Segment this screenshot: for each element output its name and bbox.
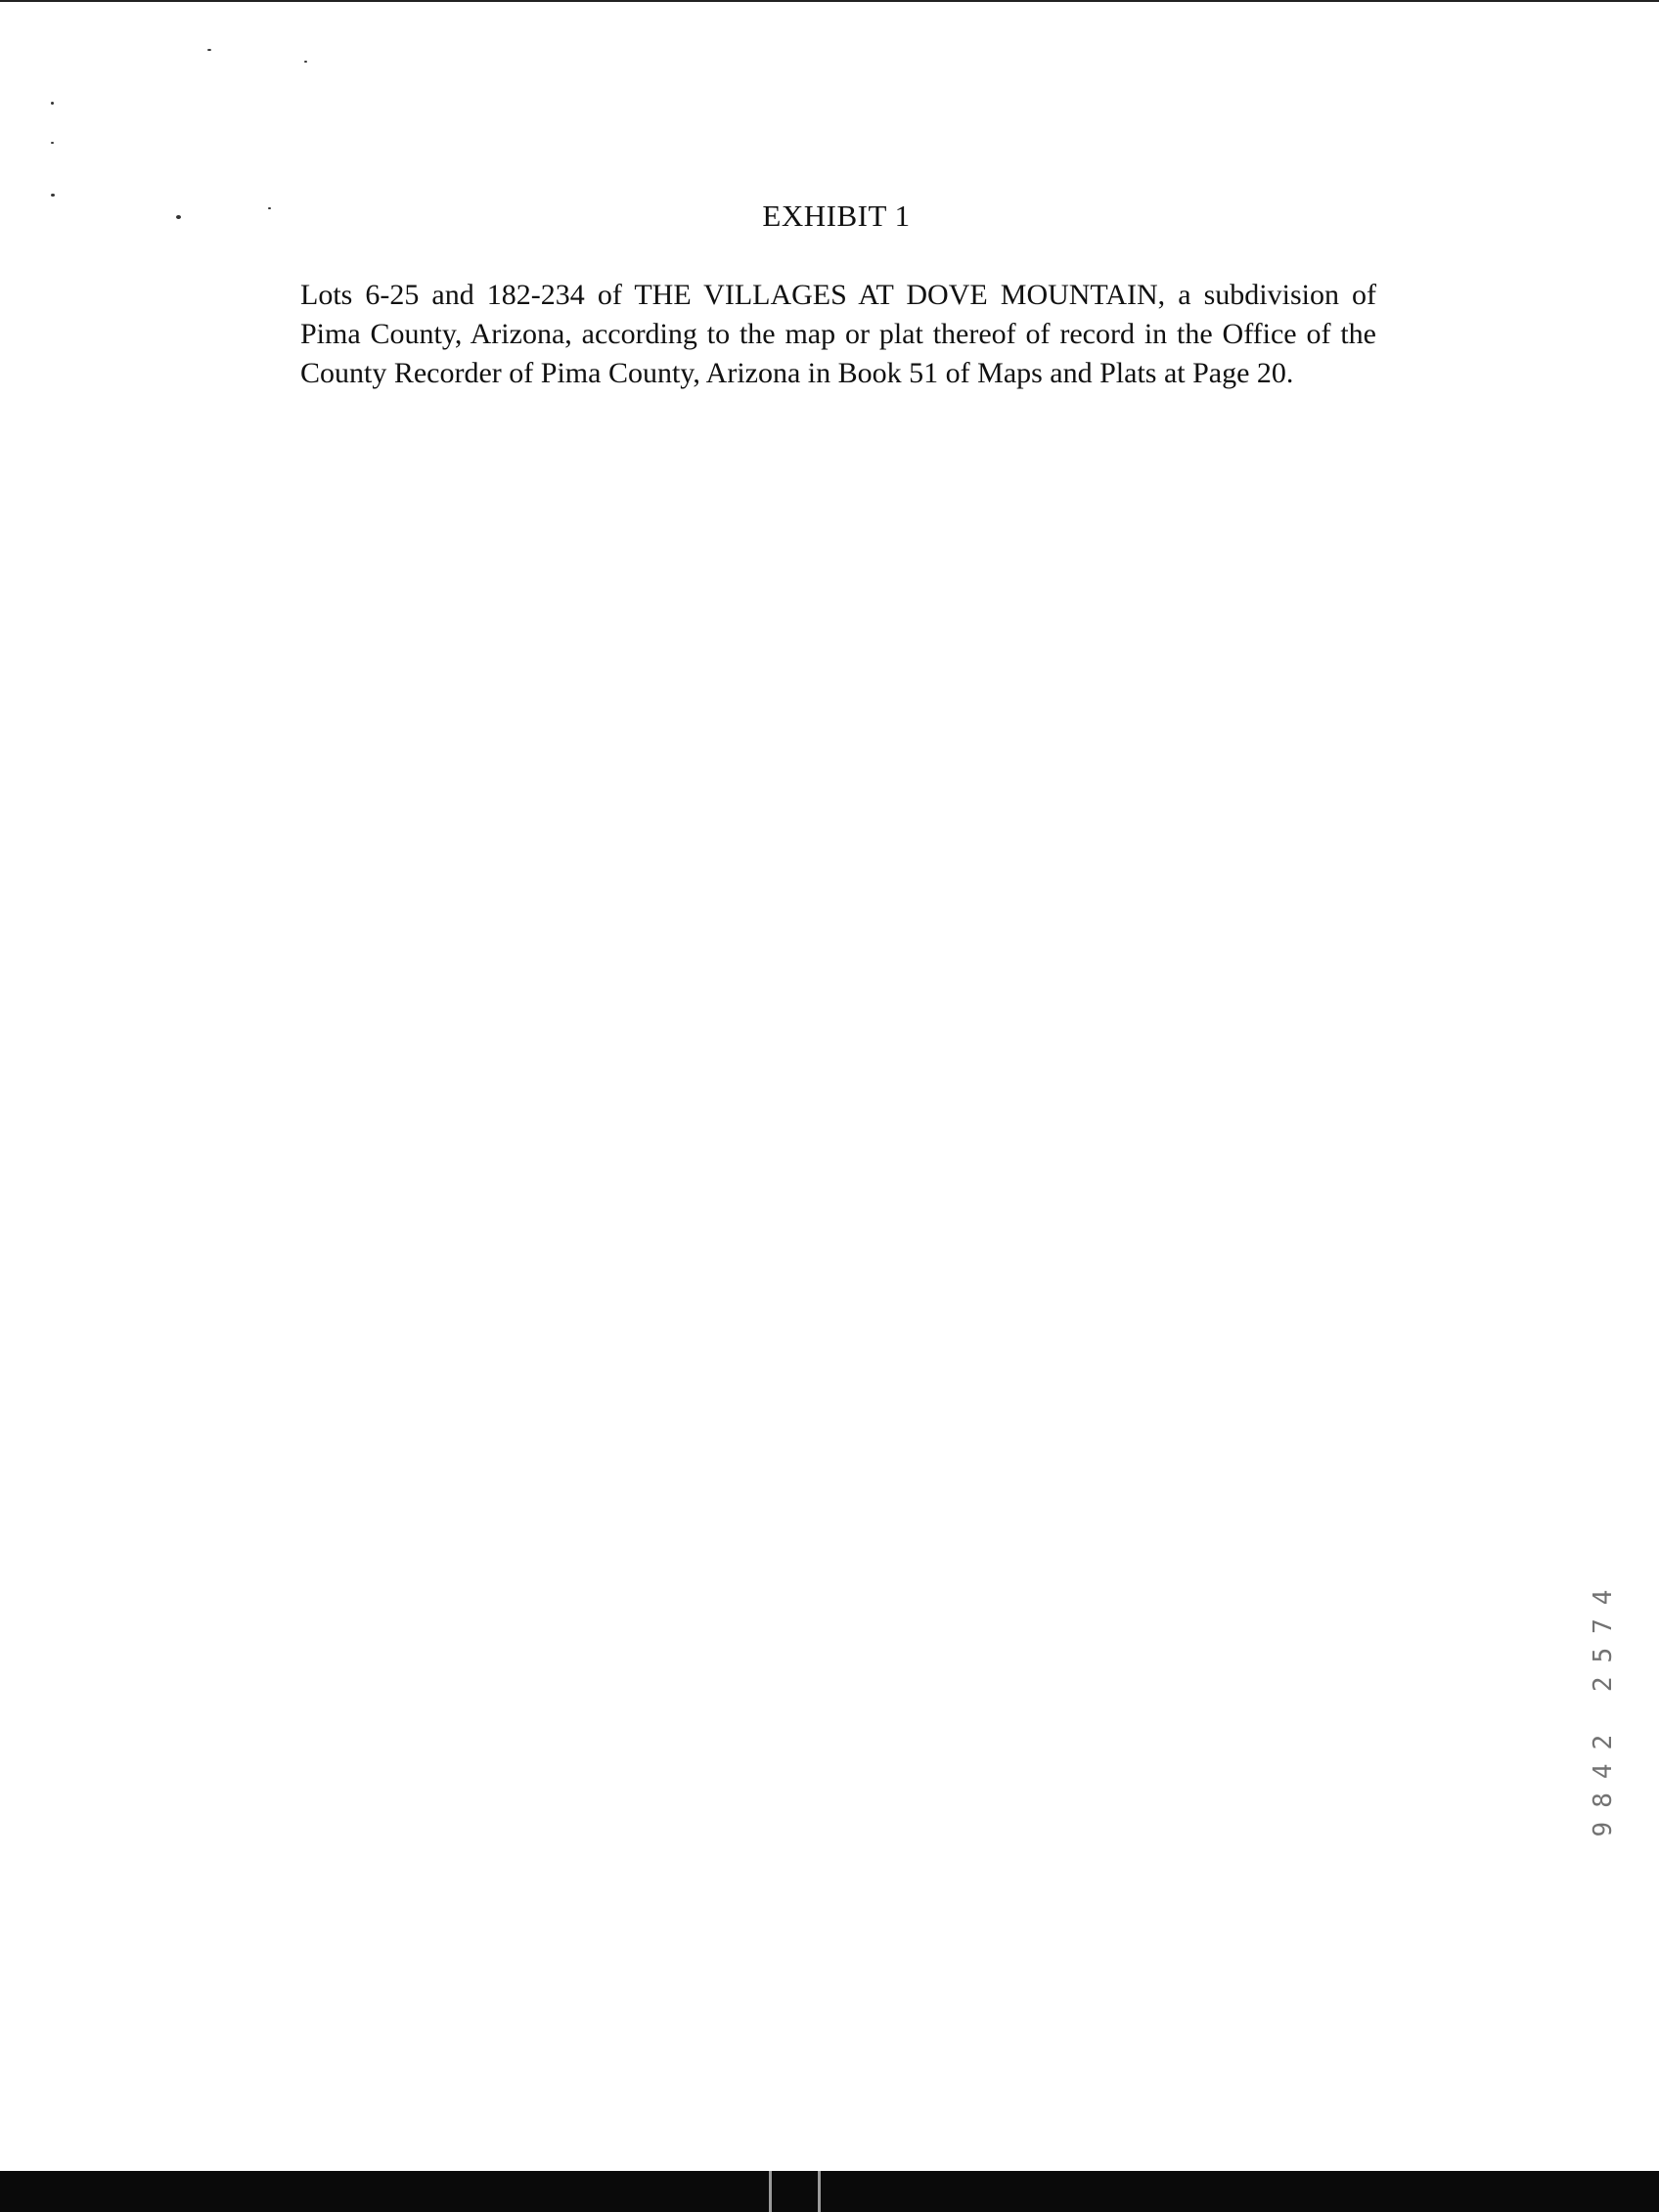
legal-description-paragraph: Lots 6-25 and 182-234 of THE VILLAGES AT DOVE MOUNTAIN, a subdivision of Pima County, Arizona, according to the map or plat thereof of record in the Office of the County Recorder of Pima County, Arizona in Book 51 of Maps and Plats at Page 20. [300, 279, 1376, 389]
scan-speck [51, 142, 54, 144]
recording-stamp-number: 9842 2574 [1589, 1575, 1618, 1837]
scan-speck [207, 49, 211, 51]
exhibit-heading: EXHIBIT 1 [762, 199, 911, 233]
recording-stamp [1587, 1535, 1620, 1878]
scan-band-gap [769, 2171, 772, 2212]
scan-band-gap [818, 2171, 821, 2212]
scan-speck [51, 102, 54, 105]
scan-top-edge [0, 0, 1659, 2]
scan-speck [304, 61, 307, 63]
scan-speck [51, 194, 55, 197]
scan-bottom-band [0, 2171, 1659, 2212]
